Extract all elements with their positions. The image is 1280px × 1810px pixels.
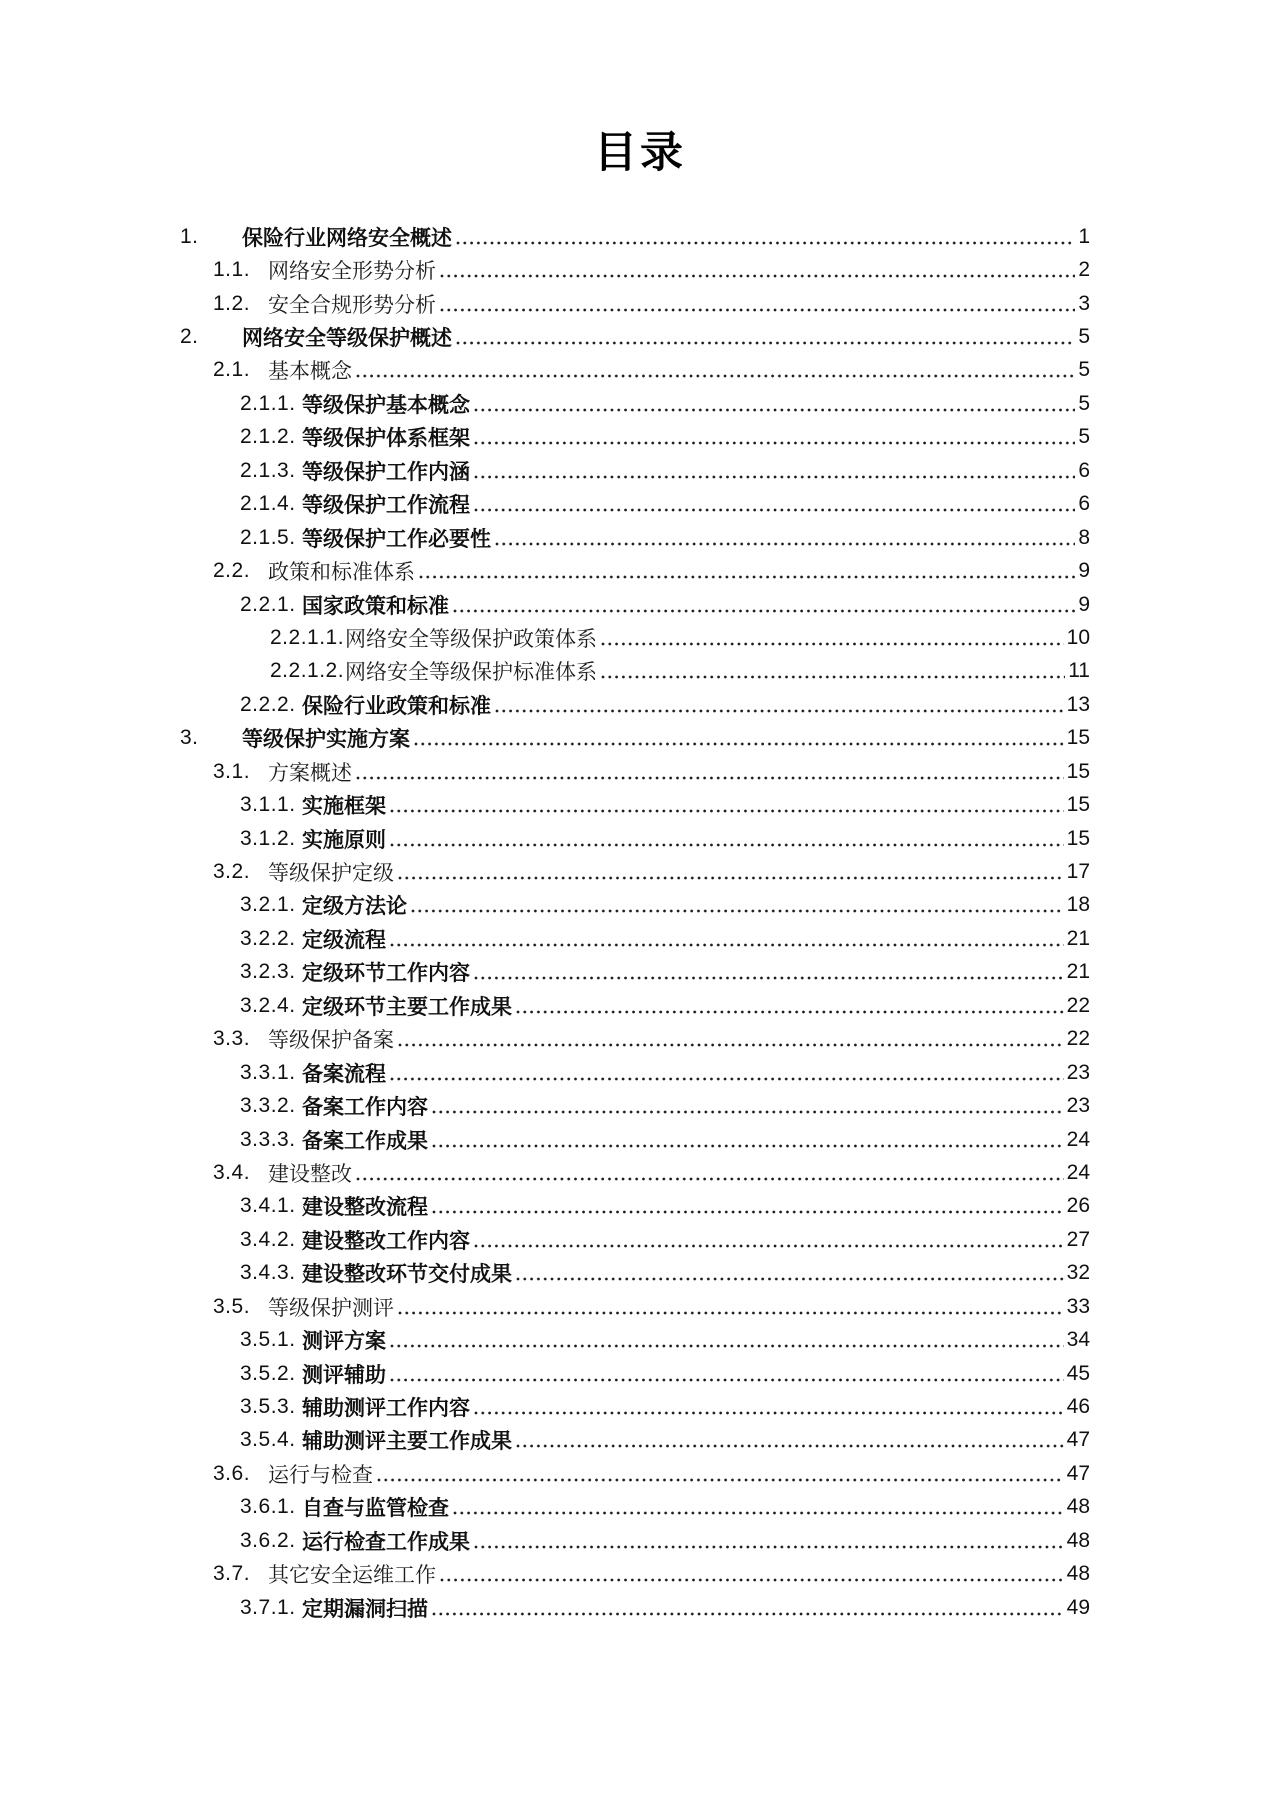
dot-leader bbox=[390, 1344, 1064, 1348]
toc-entry[interactable] bbox=[165, 755, 1090, 788]
dot-leader bbox=[495, 709, 1064, 713]
toc-entry-number: 2.1.2. bbox=[240, 425, 296, 449]
dot-leader bbox=[390, 1077, 1064, 1081]
toc-entry[interactable] bbox=[165, 1190, 1090, 1223]
toc-entry-page: 1 bbox=[1078, 224, 1090, 248]
toc-entry-page: 9 bbox=[1078, 592, 1090, 616]
dot-leader bbox=[432, 1210, 1064, 1214]
toc-entry[interactable] bbox=[165, 722, 1090, 755]
toc-entry-page: 33 bbox=[1066, 1294, 1090, 1318]
toc-entry-title: 备案工作成果 bbox=[302, 1129, 428, 1153]
toc-entry-page: 13 bbox=[1066, 692, 1090, 716]
toc-entry-number: 3.3.2. bbox=[240, 1094, 296, 1118]
toc-entry[interactable] bbox=[165, 1089, 1090, 1122]
toc-entry-number: 3.4.3. bbox=[240, 1261, 296, 1285]
toc-entry-title: 辅助测评工作内容 bbox=[302, 1397, 470, 1421]
toc-entry[interactable] bbox=[165, 956, 1090, 989]
toc-entry-title: 实施框架 bbox=[302, 795, 386, 819]
dot-leader bbox=[432, 1110, 1064, 1114]
toc-entry-title: 等级保护备案 bbox=[268, 1028, 394, 1053]
toc-entry-number: 3.3.3. bbox=[240, 1127, 296, 1151]
toc-entry[interactable] bbox=[165, 1357, 1090, 1390]
dot-leader bbox=[356, 1177, 1064, 1181]
toc-entry[interactable] bbox=[165, 320, 1090, 353]
toc-entry-page: 15 bbox=[1066, 826, 1090, 850]
toc-entry-page: 23 bbox=[1066, 1094, 1090, 1118]
dot-leader bbox=[474, 1545, 1064, 1549]
toc-entry[interactable] bbox=[165, 989, 1090, 1022]
toc-entry-page: 2 bbox=[1078, 258, 1090, 282]
toc-entry-number: 3.5.4. bbox=[240, 1428, 296, 1452]
toc-entry-number: 3.5. bbox=[213, 1294, 251, 1318]
toc-entry-title: 定级环节主要工作成果 bbox=[302, 995, 512, 1019]
toc-entry-page: 18 bbox=[1066, 893, 1090, 917]
toc-entry-title: 国家政策和标准 bbox=[302, 594, 449, 618]
toc-entry-number: 3.1.1. bbox=[240, 793, 296, 817]
toc-entry-page: 15 bbox=[1066, 793, 1090, 817]
toc-entry-number: 2.1.1. bbox=[240, 391, 296, 415]
toc-entry-title: 定级流程 bbox=[302, 928, 386, 952]
toc-entry-page: 5 bbox=[1078, 425, 1090, 449]
dot-leader bbox=[453, 609, 1075, 613]
dot-leader bbox=[432, 1612, 1064, 1616]
toc-entry-title: 测评辅助 bbox=[302, 1363, 386, 1387]
dot-leader bbox=[601, 642, 1064, 646]
toc-entry[interactable] bbox=[165, 855, 1090, 888]
toc-entry[interactable] bbox=[165, 1424, 1090, 1457]
dot-leader bbox=[440, 308, 1075, 312]
toc-entry-title: 网络安全等级保护标准体系 bbox=[345, 660, 597, 685]
toc-entry-number: 1. bbox=[180, 224, 199, 248]
toc-entry-number: 2.1. bbox=[213, 358, 251, 382]
toc-entry-title: 网络安全等级保护概述 bbox=[242, 327, 452, 351]
dot-leader bbox=[419, 575, 1075, 579]
dot-leader bbox=[390, 809, 1064, 813]
toc-entry[interactable] bbox=[165, 253, 1090, 286]
dot-leader bbox=[390, 843, 1064, 847]
toc-entry[interactable] bbox=[165, 889, 1090, 922]
toc-entry-page: 46 bbox=[1066, 1395, 1090, 1419]
toc-entry-title: 基本概念 bbox=[268, 359, 352, 384]
toc-entry-title: 网络安全等级保护政策体系 bbox=[345, 626, 597, 651]
toc-entry-number: 3.2. bbox=[213, 860, 251, 884]
toc-entry-page: 22 bbox=[1066, 1027, 1090, 1051]
dot-leader bbox=[390, 1378, 1064, 1382]
toc-entry-page: 5 bbox=[1078, 358, 1090, 382]
dot-leader bbox=[398, 1311, 1064, 1315]
toc-entry-title: 建设整改工作内容 bbox=[302, 1229, 470, 1253]
toc-entry-number: 3.2.3. bbox=[240, 960, 296, 984]
dot-leader bbox=[474, 1244, 1064, 1248]
toc-entry-page: 23 bbox=[1066, 1060, 1090, 1084]
dot-leader bbox=[495, 542, 1075, 546]
dot-leader bbox=[411, 909, 1064, 913]
toc-entry-title: 建设整改环节交付成果 bbox=[302, 1263, 512, 1287]
toc-entry[interactable] bbox=[165, 220, 1090, 253]
page-title: 目录 bbox=[594, 129, 686, 177]
toc-entry[interactable] bbox=[165, 788, 1090, 821]
toc-entry-number: 3.4. bbox=[213, 1160, 251, 1184]
toc-entry[interactable] bbox=[165, 655, 1090, 688]
dot-leader bbox=[474, 976, 1064, 980]
toc-entry-title: 等级保护工作内涵 bbox=[302, 460, 470, 484]
toc-entry-title: 等级保护实施方案 bbox=[242, 728, 410, 752]
toc-entry[interactable] bbox=[165, 688, 1090, 721]
dot-leader bbox=[456, 241, 1075, 245]
toc-entry-title: 等级保护体系框架 bbox=[302, 427, 470, 451]
dot-leader bbox=[474, 1411, 1064, 1415]
toc-entry-number: 1.1. bbox=[213, 258, 251, 282]
toc-entry-number: 3.4.1. bbox=[240, 1194, 296, 1218]
toc-entry[interactable] bbox=[165, 521, 1090, 554]
toc-entry-number: 2.2.2. bbox=[240, 692, 296, 716]
toc-entry-number: 2.2.1. bbox=[240, 592, 296, 616]
toc-entry-title: 运行检查工作成果 bbox=[302, 1530, 470, 1554]
toc-entry-number: 2.1.3. bbox=[240, 458, 296, 482]
toc-entry-number: 3.5.1. bbox=[240, 1328, 296, 1352]
dot-leader bbox=[377, 1478, 1064, 1482]
toc-entry-title: 方案概述 bbox=[268, 760, 352, 785]
toc-entry[interactable] bbox=[165, 1123, 1090, 1156]
toc-entry-number: 3.2.4. bbox=[240, 993, 296, 1017]
toc-entry-page: 24 bbox=[1066, 1127, 1090, 1151]
dot-leader bbox=[432, 1144, 1064, 1148]
toc-entry-page: 15 bbox=[1066, 726, 1090, 750]
toc-entry[interactable] bbox=[165, 588, 1090, 621]
toc-entry-page: 11 bbox=[1068, 659, 1090, 683]
toc-entry-page: 10 bbox=[1066, 625, 1090, 649]
toc-entry-number: 3.7.1. bbox=[240, 1595, 296, 1619]
dot-leader bbox=[440, 1578, 1064, 1582]
toc-entry-title: 实施原则 bbox=[302, 828, 386, 852]
toc-entry-title: 定级方法论 bbox=[302, 895, 407, 919]
dot-leader bbox=[453, 1511, 1064, 1515]
toc-entry-title: 建设整改 bbox=[268, 1161, 352, 1186]
toc-entry-page: 21 bbox=[1066, 926, 1090, 950]
toc-entry-number: 3.5.3. bbox=[240, 1395, 296, 1419]
toc-entry[interactable] bbox=[165, 1591, 1090, 1624]
toc-entry-number: 3.3. bbox=[213, 1027, 251, 1051]
toc-entry[interactable] bbox=[165, 421, 1090, 454]
toc-entry-page: 24 bbox=[1066, 1160, 1090, 1184]
toc-entry[interactable] bbox=[165, 554, 1090, 587]
toc-entry[interactable] bbox=[165, 1524, 1090, 1557]
dot-leader bbox=[474, 408, 1075, 412]
toc-entry-title: 备案工作内容 bbox=[302, 1096, 428, 1120]
toc-entry-number: 1.2. bbox=[213, 291, 251, 315]
toc-entry[interactable] bbox=[165, 1156, 1090, 1189]
toc-entry-title: 运行与检查 bbox=[268, 1462, 373, 1487]
toc-entry-title: 等级保护测评 bbox=[268, 1295, 394, 1320]
dot-leader bbox=[356, 776, 1064, 780]
toc-entry-title: 保险行业网络安全概述 bbox=[242, 226, 452, 250]
toc-entry-number: 3.2.2. bbox=[240, 926, 296, 950]
toc-entry-number: 3.5.2. bbox=[240, 1361, 296, 1385]
toc-entry[interactable] bbox=[165, 287, 1090, 320]
toc-entry-title: 自查与监管检查 bbox=[302, 1497, 449, 1521]
dot-leader bbox=[398, 876, 1064, 880]
toc-entry[interactable] bbox=[165, 1390, 1090, 1423]
toc-entry-number: 2.2.1.1. bbox=[270, 625, 345, 649]
dot-leader bbox=[516, 1277, 1064, 1281]
toc-entry-title: 其它安全运维工作 bbox=[268, 1563, 436, 1588]
toc-entry-number: 3.1.2. bbox=[240, 826, 296, 850]
toc-entry-page: 32 bbox=[1066, 1261, 1090, 1285]
toc-entry[interactable] bbox=[165, 1056, 1090, 1089]
toc-entry-page: 47 bbox=[1066, 1461, 1090, 1485]
toc-entry-page: 15 bbox=[1066, 759, 1090, 783]
toc-entry[interactable] bbox=[165, 1257, 1090, 1290]
toc-entry-title: 定期漏洞扫描 bbox=[302, 1597, 428, 1621]
toc-entry-number: 3.3.1. bbox=[240, 1060, 296, 1084]
toc-entry-title: 等级保护工作流程 bbox=[302, 494, 470, 518]
toc-entry-number: 3.6. bbox=[213, 1461, 251, 1485]
toc-entry-number: 2.1.4. bbox=[240, 492, 296, 516]
toc-entry-number: 2.2.1.2. bbox=[270, 659, 345, 683]
toc-entry-page: 8 bbox=[1078, 525, 1090, 549]
toc-entry-page: 6 bbox=[1078, 492, 1090, 516]
toc-entry-number: 2.1.5. bbox=[240, 525, 296, 549]
toc-entry-number: 3.7. bbox=[213, 1562, 251, 1586]
toc-entry-page: 27 bbox=[1066, 1227, 1090, 1251]
dot-leader bbox=[356, 374, 1075, 378]
toc-entry-title: 等级保护工作必要性 bbox=[302, 527, 491, 551]
dot-leader bbox=[474, 441, 1075, 445]
toc-entry[interactable] bbox=[165, 488, 1090, 521]
toc-entry-number: 3.4.2. bbox=[240, 1227, 296, 1251]
toc-entry-title: 政策和标准体系 bbox=[268, 560, 415, 585]
toc-entry[interactable] bbox=[165, 1023, 1090, 1056]
toc-entry-page: 47 bbox=[1066, 1428, 1090, 1452]
toc-entry-page: 49 bbox=[1066, 1595, 1090, 1619]
toc-entry[interactable] bbox=[165, 454, 1090, 487]
dot-leader bbox=[474, 508, 1075, 512]
toc-entry-number: 3. bbox=[180, 726, 199, 750]
dot-leader bbox=[398, 1043, 1064, 1047]
toc-entry-page: 34 bbox=[1066, 1328, 1090, 1352]
dot-leader bbox=[440, 274, 1075, 278]
toc-entry-title: 建设整改流程 bbox=[302, 1196, 428, 1220]
dot-leader bbox=[474, 475, 1075, 479]
toc-entry[interactable] bbox=[165, 621, 1090, 654]
dot-leader bbox=[390, 943, 1064, 947]
toc-entry[interactable] bbox=[165, 354, 1090, 387]
toc-entry-title: 安全合规形势分析 bbox=[268, 292, 436, 317]
toc-entry-page: 48 bbox=[1066, 1528, 1090, 1552]
toc-entry[interactable] bbox=[165, 1290, 1090, 1323]
dot-leader bbox=[516, 1010, 1064, 1014]
toc-entry-title: 等级保护定级 bbox=[268, 861, 394, 886]
dot-leader bbox=[456, 341, 1075, 345]
toc-entry-page: 17 bbox=[1066, 860, 1090, 884]
toc-entry-title: 保险行业政策和标准 bbox=[302, 694, 491, 718]
toc-entry-page: 21 bbox=[1066, 960, 1090, 984]
toc-entry[interactable] bbox=[165, 1323, 1090, 1356]
toc-entry-page: 45 bbox=[1066, 1361, 1090, 1385]
toc-entry[interactable] bbox=[165, 922, 1090, 955]
toc-entry-page: 5 bbox=[1078, 391, 1090, 415]
toc-entry-page: 48 bbox=[1066, 1495, 1090, 1519]
toc-entry-page: 5 bbox=[1078, 325, 1090, 349]
toc-entry-number: 2. bbox=[180, 325, 199, 349]
toc-entry-title: 测评方案 bbox=[302, 1330, 386, 1354]
dot-leader bbox=[516, 1444, 1064, 1448]
toc-entry[interactable] bbox=[165, 387, 1090, 420]
toc-entry-page: 48 bbox=[1066, 1562, 1090, 1586]
toc-entry-title: 备案流程 bbox=[302, 1062, 386, 1086]
toc-entry-number: 3.6.1. bbox=[240, 1495, 296, 1519]
toc-entry[interactable] bbox=[165, 1491, 1090, 1524]
toc-entry[interactable] bbox=[165, 1223, 1090, 1256]
toc-entry-page: 3 bbox=[1078, 291, 1090, 315]
toc-list bbox=[165, 220, 1090, 1624]
toc-entry[interactable] bbox=[165, 1457, 1090, 1490]
toc-entry[interactable] bbox=[165, 822, 1090, 855]
toc-entry[interactable] bbox=[165, 1558, 1090, 1591]
toc-entry-page: 26 bbox=[1066, 1194, 1090, 1218]
toc-entry-page: 6 bbox=[1078, 458, 1090, 482]
toc-entry-number: 3.1. bbox=[213, 759, 251, 783]
toc-entry-page: 9 bbox=[1078, 559, 1090, 583]
toc-entry-page: 22 bbox=[1066, 993, 1090, 1017]
dot-leader bbox=[601, 675, 1065, 679]
dot-leader bbox=[414, 742, 1064, 746]
toc-entry-number: 2.2. bbox=[213, 559, 251, 583]
toc-entry-title: 等级保护基本概念 bbox=[302, 393, 470, 417]
toc-entry-title: 网络安全形势分析 bbox=[268, 259, 436, 284]
toc-entry-title: 辅助测评主要工作成果 bbox=[302, 1430, 512, 1454]
toc-entry-number: 3.6.2. bbox=[240, 1528, 296, 1552]
toc-entry-title: 定级环节工作内容 bbox=[302, 962, 470, 986]
toc-entry-number: 3.2.1. bbox=[240, 893, 296, 917]
